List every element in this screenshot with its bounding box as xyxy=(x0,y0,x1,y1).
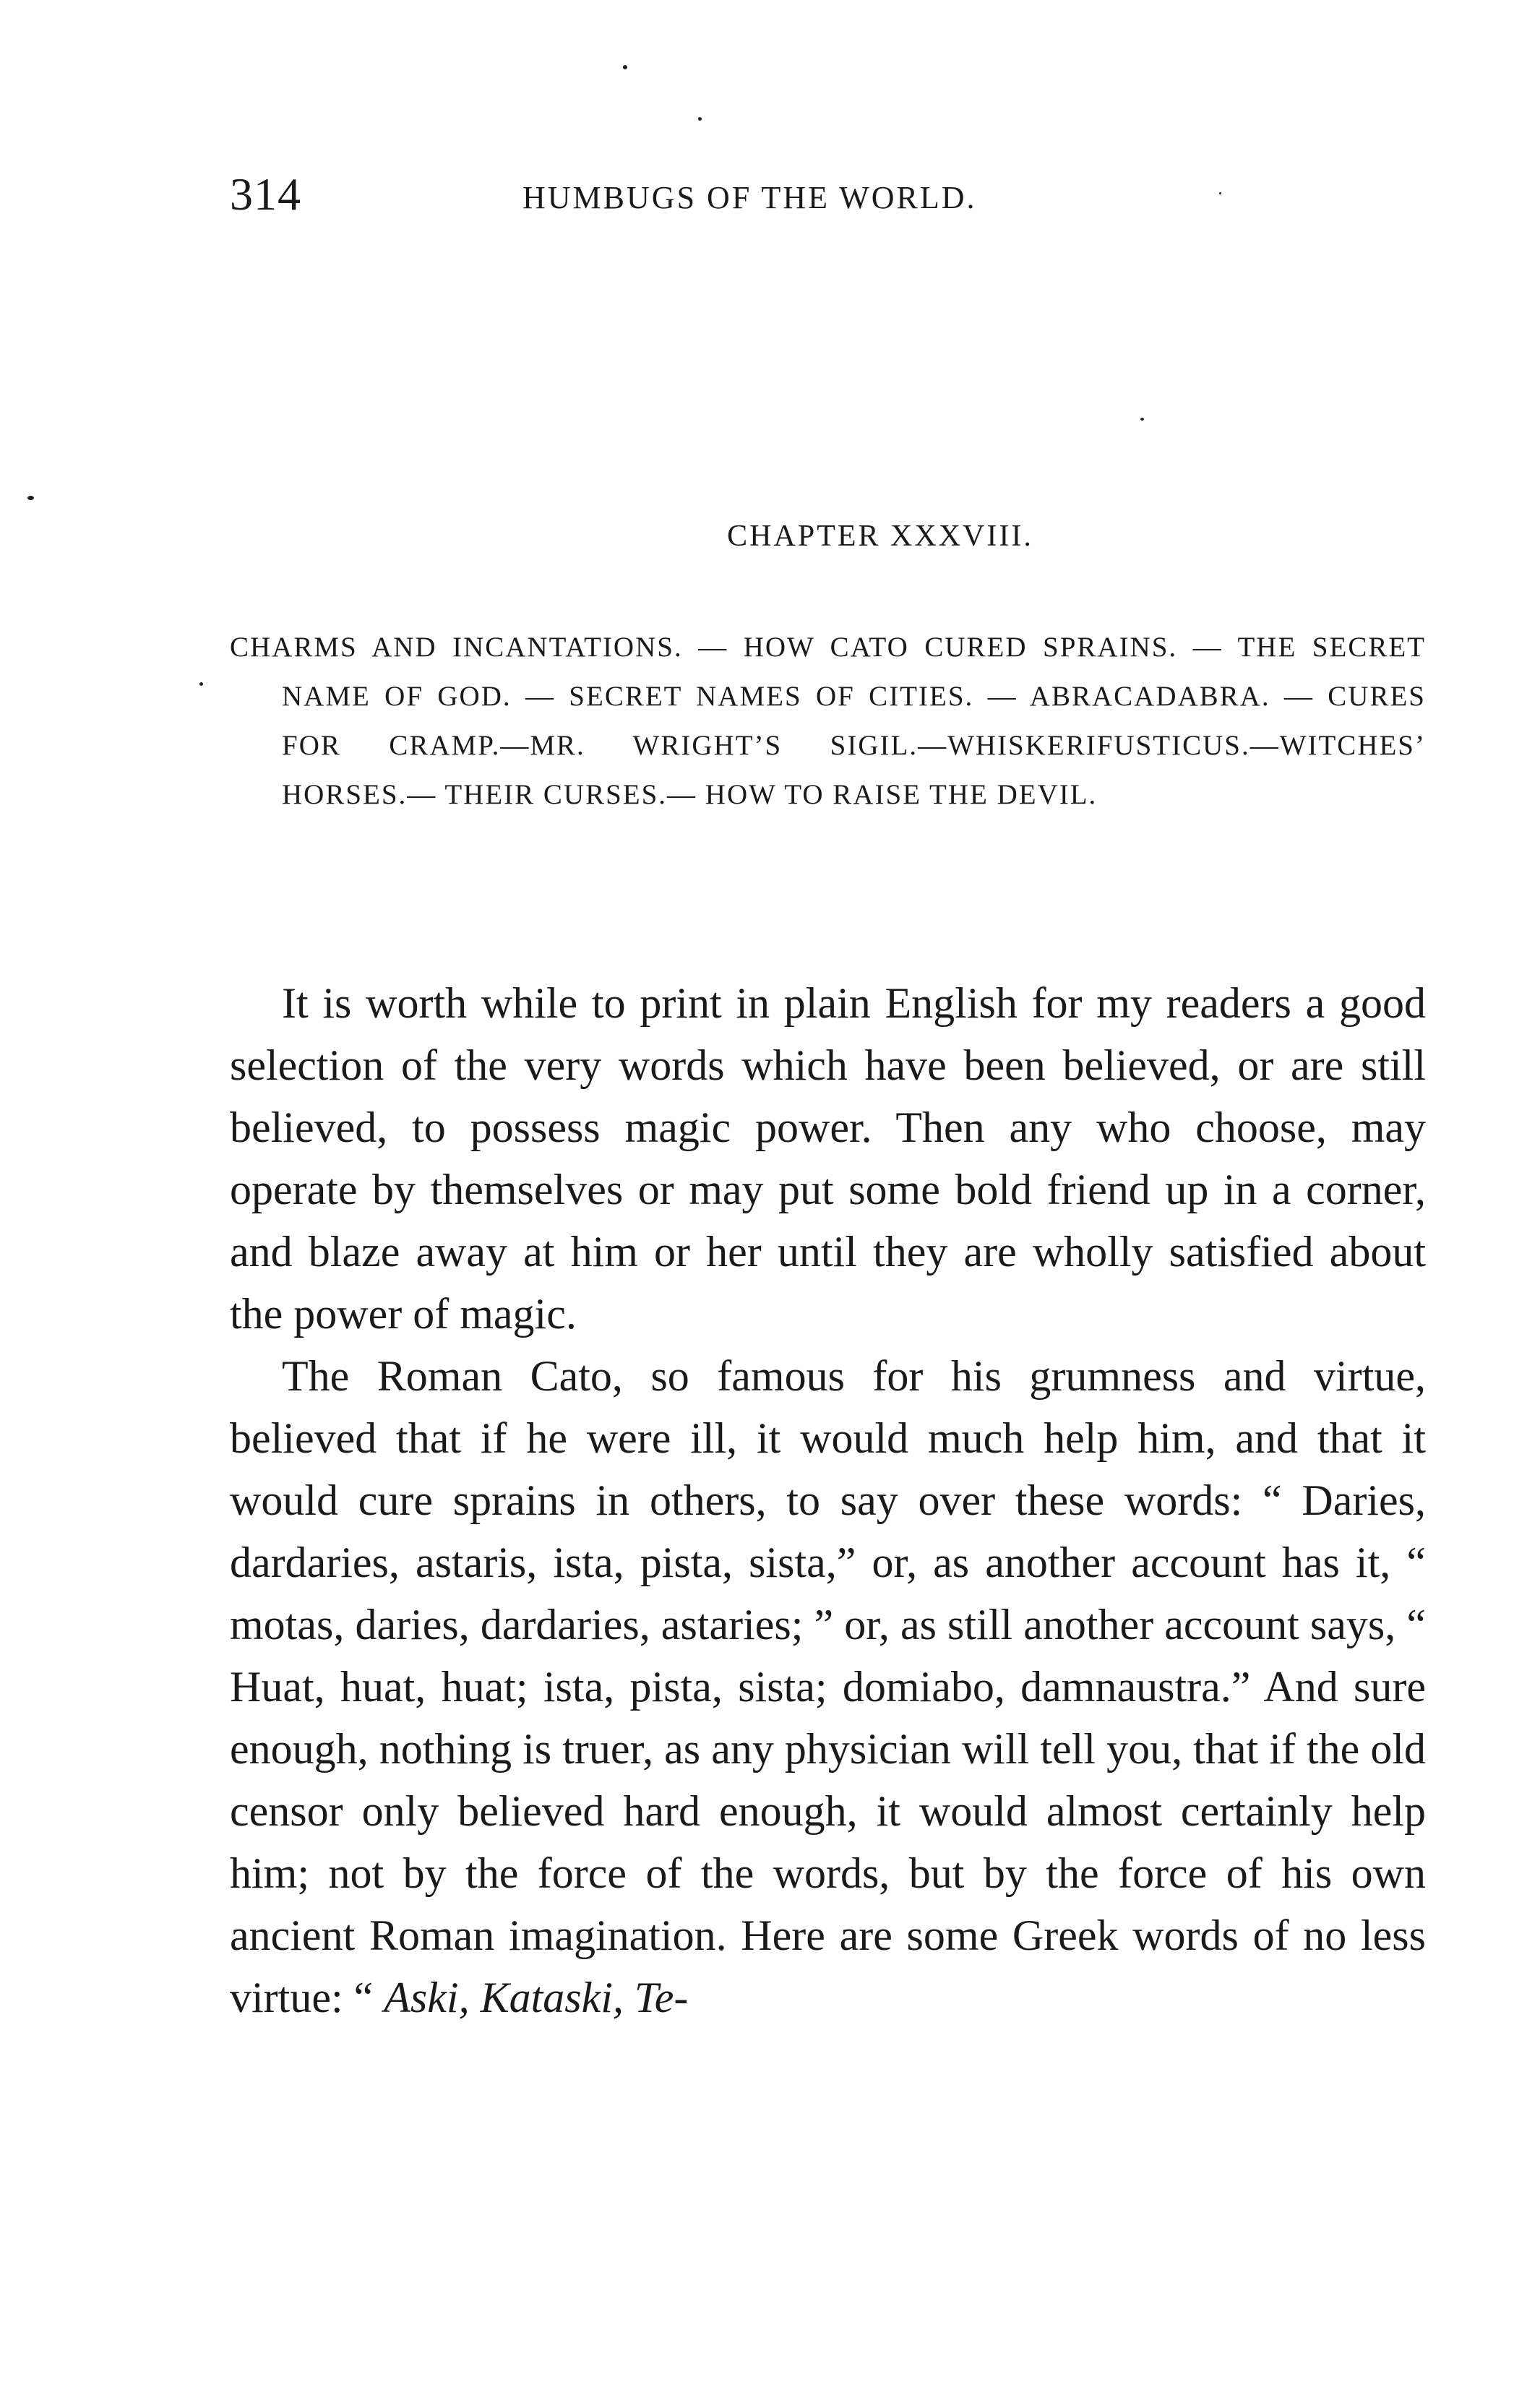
running-title: HUMBUGS OF THE WORLD. xyxy=(522,180,977,215)
chapter-heading: CHAPTER XXXVIII. xyxy=(727,520,1033,553)
print-speck xyxy=(698,117,702,121)
paragraph-text: The Roman Cato, so famous for his grumness and virtue, believed that if he were ill, it would much help him, and that it would cure sprains in others, to say over these words: “ Daries, dardaries, astaris, ista, pista, sista,” or, as another account has it, “ motas, daries, dardaries, astaries; ” or, as still another account says, “ Huat, huat, huat; ista, pista, sista; domiabo, damnaustra.” And sure enough, nothing is truer, as any physician will tell you, that if the old censor only believed hard enough, it would almost certainly help him; not by the force of the words, but by the force of his own ancient Roman imagination. Here are some Greek words of no less virtue: “ xyxy=(230,1352,1426,2021)
print-speck xyxy=(623,65,627,69)
paragraph xyxy=(230,1345,1426,2029)
chapter-synopsis: CHARMS AND INCANTATIONS. — HOW CATO CURED SPRAINS. — THE SECRET NAME OF GOD. — SECRET NAMES OF CITIES. — ABRACADABRA. — CURES FOR CRAMP.—MR. WRIGHT’S SIGIL.—WHISKERIFUSTICUS.—WITCHES’ HORSES.— THEIR CURSES.— HOW TO RAISE THE DEVIL. xyxy=(230,632,1426,810)
print-speck xyxy=(27,496,34,500)
running-head xyxy=(230,168,1422,233)
greek-words: Aski, Kataski, Te- xyxy=(384,1974,689,2021)
print-speck xyxy=(1140,418,1144,421)
paragraph: It is worth while to print in plain English for my readers a good selection of the very words which have been believed, or are still believed, to possess magic power. Then any who choose, may operate by themselves or may put some bold friend up in a corner, and blaze away at him or her until they are wholly satisfied about the power of magic. xyxy=(230,979,1426,1338)
print-speck xyxy=(199,682,203,686)
body-text xyxy=(230,972,1426,2029)
page-number: 314 xyxy=(230,168,301,220)
